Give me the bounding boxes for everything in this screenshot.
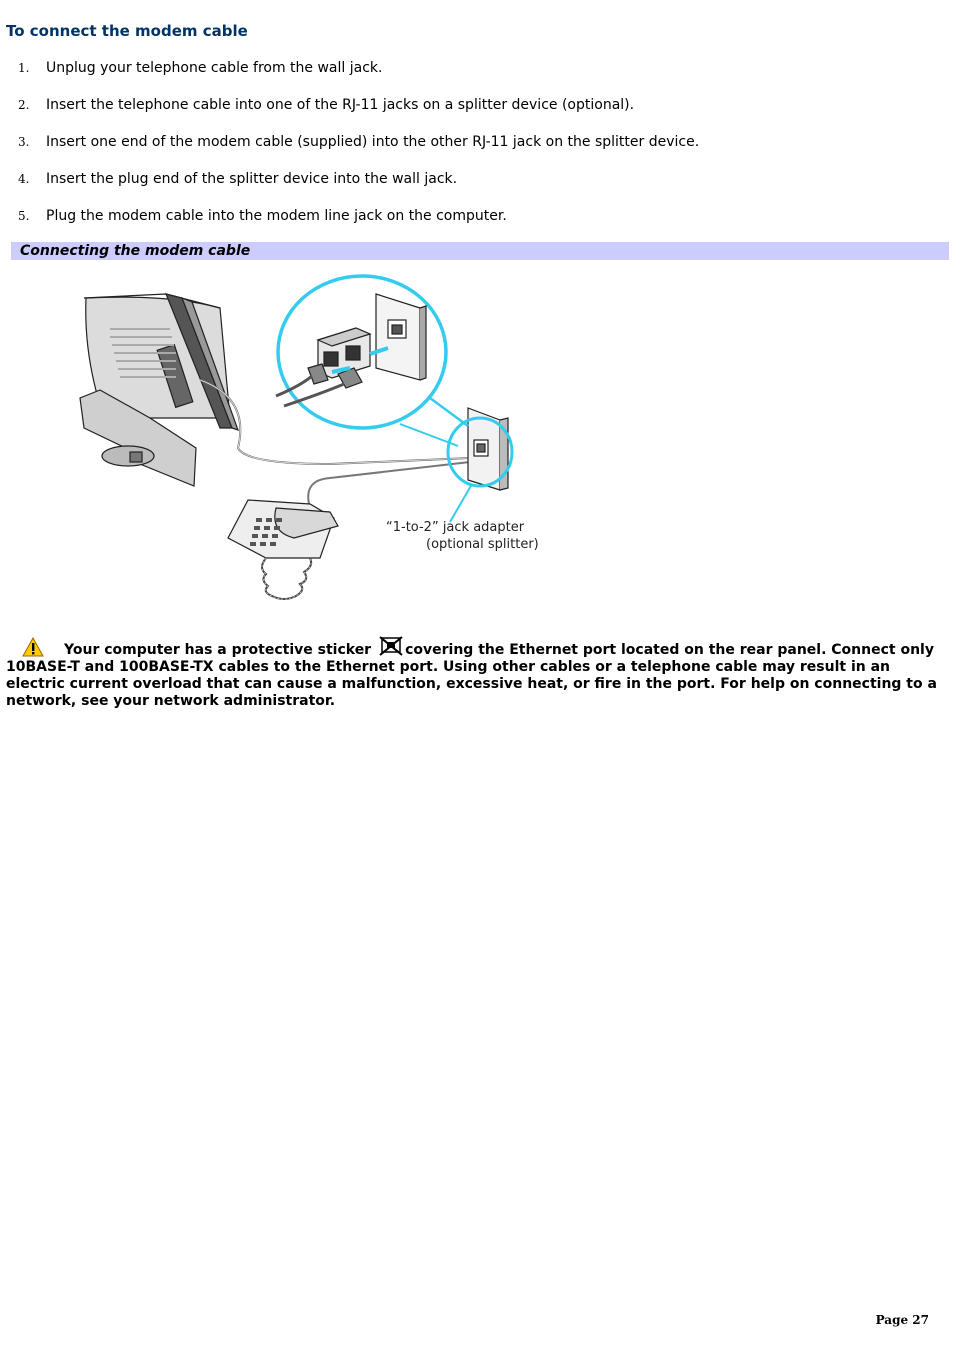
warning-note (6, 636, 944, 710)
step-number: 5. (18, 209, 30, 223)
page-title: To connect the modem cable (6, 22, 248, 40)
callout-leader (450, 484, 472, 522)
step-text: Plug the modem cable into the modem line jack on the computer. (46, 208, 507, 224)
figure-caption: Connecting the modem cable (20, 243, 251, 259)
steps-list (18, 60, 938, 245)
step-number: 1. (18, 61, 30, 75)
step-number: 3. (18, 135, 30, 149)
warning-text-rest: covering the Ethernet port located on the rear panel. Connect only 10BASE-T and 100BASE-TX cables to the Ethernet port. Using other cables or a telephone cable may result in an electric current overload that can cause a malfunction, excessive heat, or fire in the port. For help on connecting to a network, see your network administrator. (6, 642, 937, 709)
computer-drawing (80, 294, 238, 486)
list-item (18, 60, 938, 97)
list-item (18, 171, 938, 208)
telephone-drawing (228, 500, 338, 558)
ethernet-sticker-icon (379, 636, 403, 656)
step-text: Insert the telephone cable into one of the RJ-11 jacks on a splitter device (optional). (46, 97, 635, 113)
list-item (18, 208, 938, 245)
figure-caption-bar (11, 242, 949, 260)
step-number: 4. (18, 172, 30, 186)
splitter-label-line1: “1-to-2” jack adapter (386, 520, 525, 535)
step-text: Unplug your telephone cable from the wall jack. (46, 60, 383, 76)
modem-connection-illustration (70, 268, 560, 603)
splitter-label-line2: (optional splitter) (426, 537, 539, 552)
page-number: Page 27 (875, 1313, 929, 1327)
coiled-cord (262, 558, 311, 599)
list-item (18, 97, 938, 134)
list-item (18, 134, 938, 171)
warning-text-start: Your computer has a protective sticker (64, 642, 372, 658)
telephone-cable (308, 462, 470, 508)
warning-icon (22, 637, 44, 657)
step-number: 2. (18, 98, 30, 112)
step-text: Insert one end of the modem cable (supplied) into the other RJ-11 jack on the splitter device. (46, 134, 700, 150)
step-text: Insert the plug end of the splitter device into the wall jack. (46, 171, 458, 187)
